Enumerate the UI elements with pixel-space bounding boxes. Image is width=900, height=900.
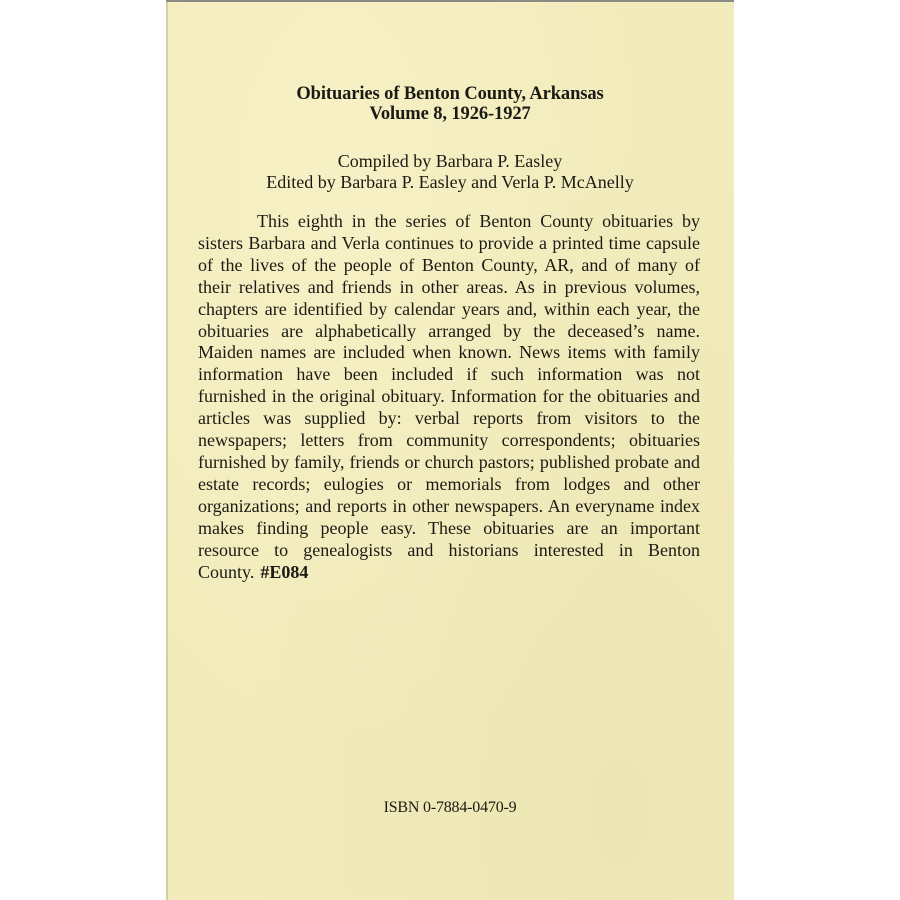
isbn: ISBN 0-7884-0470-9 <box>383 799 517 816</box>
description-text: This eighth in the series of Benton County obituaries by sisters Barbara and Verla continues to provide a printed time capsule of the lives of the people of Benton County, AR, and of many of their relatives and friends in other areas. As in previous volumes, chapters are identified by calendar years and, within each year, the obituaries are alphabetically arranged by the deceased’s name. Maiden names are included when known. News items with family information have been included if such information was not furnished in the original obituary. Information for the obituaries and articles was supplied by: verbal reports from visitors to the newspapers; letters from community correspondents; obituaries furnished by family, friends or church pastors; published probate and estate records; eulogies or memorials from lodges and other organizations; and reports in other newspapers. An everyname index makes finding people easy. These obituaries are an important resource to genealogists and historians interested in Benton County. <box>198 211 700 582</box>
book-volume: Volume 8, 1926-1927 <box>369 104 531 124</box>
book-title: Obituaries of Benton County, Arkansas <box>296 84 604 104</box>
compiler-credit: Compiled by Barbara P. Easley <box>337 151 563 171</box>
catalog-number: #E084 <box>260 561 309 582</box>
book-back-cover <box>166 0 734 900</box>
editor-credit: Edited by Barbara P. Easley and Verla P. McAnelly <box>266 172 634 192</box>
book-description <box>198 211 700 583</box>
